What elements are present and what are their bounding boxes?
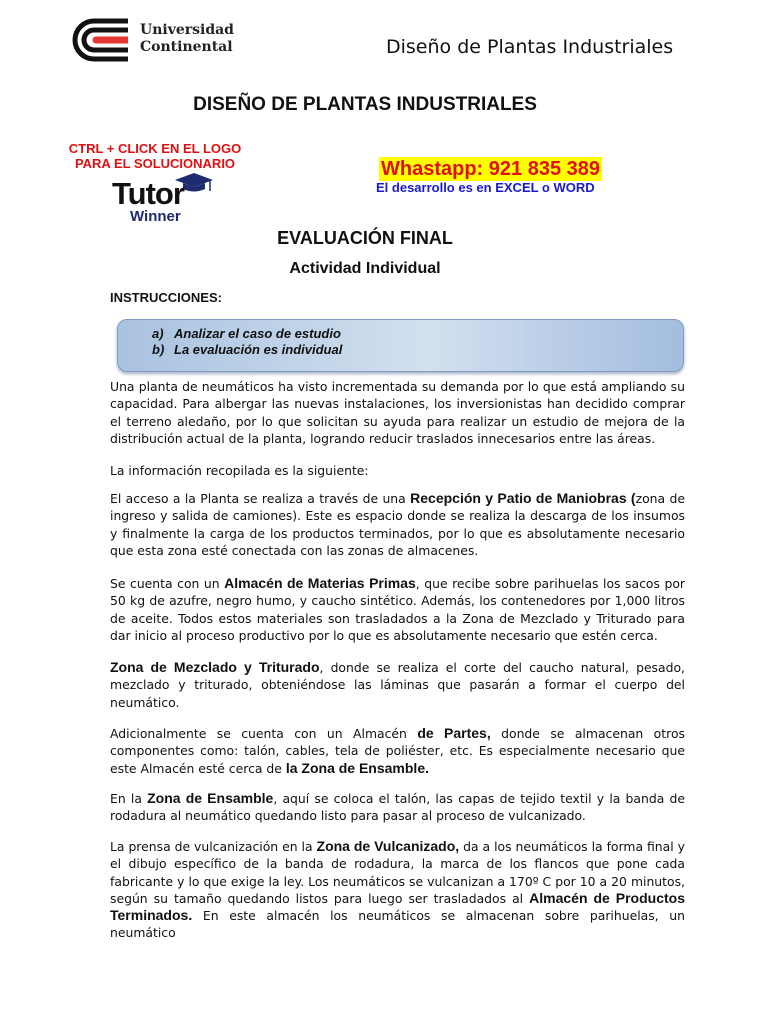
text-run: , que recibe sobre parihuelas los sacos por 50 kg de azufre, negro humo, y caucho sintético. Además, los contenedores por 1,000 litros de aceite. Todos estos materiales son trasladados a la Zona de Mezclado y Triturado para dar inicio al proceso productivo por lo que es absolutamente necesario que estén cerca. [110,576,685,643]
text-run: Adicionalmente se cuenta con un Almacén [110,726,418,741]
instruction-item [152,342,342,357]
paragraph-intro: Una planta de neumáticos ha visto incrementada su demanda por lo que está ampliando su capacidad. Para albergar las nuevas instalaciones, los inversionistas han decidido comprar el terreno aledaño, por lo que solicitan su ayuda para realizar un estudio de mejora de la distribución actual de la planta, logrando reducir traslados innecesarios entre las áreas. [110,379,685,446]
ctrl-click-line2: PARA EL SOLUCIONARIO [74,156,236,171]
bold-term: de Partes, [417,725,491,741]
bold-term: Almacén de Materias Primas [224,575,416,591]
university-name [140,22,234,56]
text-run: zona de ingreso y salida de camiones). Este es espacio donde se realiza la descarga de los insumos y finalmente la carga de los productos terminados, por lo que es absolutamente necesario que esta zona esté conectada con las zonas de almacenes. [110,491,685,558]
activity-subheading: Actividad Individual [289,260,441,277]
paragraph-assembly [110,790,685,825]
bold-term: Zona de Mezclado y Triturado [110,659,320,675]
document-title: DISEÑO DE PLANTAS INDUSTRIALES [193,94,537,115]
bold-term: Almacén de Productos Terminados. [110,889,686,924]
instruction-text: La evaluación es individual [174,342,343,357]
university-name-line2: Continental [140,39,233,55]
course-title: Diseño de Plantas Industriales [386,36,674,58]
bold-term: Zona de Vulcanizado, [316,838,460,854]
instruction-key: a) [152,326,164,341]
university-logo[interactable] [72,18,237,62]
winner-word: Winner [130,208,181,225]
whatsapp-contact: Whastapp: 921 835 389 [381,158,600,180]
bold-term: Zona de Ensamble [147,790,274,806]
ctrl-click-note [55,141,255,171]
text-run: , aquí se coloca el talón, las capas de tejido textil y la banda de rodadura al neumático quedando listo para pasar al proceso de vulcanizado. [110,791,685,824]
instructions-label: INSTRUCCIONES: [110,290,222,305]
paragraph-mixing [110,659,685,711]
tutor-winner-logo[interactable] [112,172,216,228]
instructions-box [117,319,684,372]
ctrl-click-line1: CTRL + CLICK EN EL LOGO [68,141,242,156]
bold-term: Recepción y Patio de Maniobras ( [410,490,636,506]
paragraph-parts [110,725,685,777]
text-run: En este almacén los neumáticos se almacenan sobre parihuelas, un neumático [110,908,685,941]
bold-term: la Zona de Ensamble. [285,759,429,776]
paragraph-raw-materials [110,575,685,644]
text-run: da a los neumáticos la forma final y el dibujo específico de la banda de rodadura, la marca de los flancos que pone cada fabricante y lo que exige la ley. Los neumáticos se vulcanizan a 170º C por 10 a 20 minutos, según su tamaño quedando listos para luego ser trasladados al [110,839,685,906]
paragraph-info: La información recopilada es la siguiente: [110,463,369,478]
text-run: donde se almacenan otros componentes como: talón, cables, tela de poliéster, etc. Es especialmente necesario que este Almacén esté cerca de [110,726,685,776]
tutor-word: Tutor [112,176,184,211]
instruction-item [152,326,341,341]
development-note: El desarrollo es en EXCEL o WORD [376,180,595,195]
text-run: Se cuenta con un [110,576,225,591]
instruction-key: b) [152,342,165,357]
text-run: El acceso a la Planta se realiza a través de una [110,491,411,506]
university-logo-icon [72,18,130,62]
paragraph-vulcanization [110,838,685,942]
text-run: La prensa de vulcanización en la [110,839,317,854]
evaluation-heading: EVALUACIÓN FINAL [277,228,453,248]
university-name-line1: Universidad [140,22,234,38]
text-run: , donde se realiza el corte del caucho natural, pesado, mezclado y triturado, obteniéndose las láminas que pasarán a formar el cuerpo del neumático. [110,660,685,710]
instruction-text: Analizar el caso de estudio [174,326,341,341]
paragraph-reception [110,490,685,559]
text-run: En la [110,791,148,806]
